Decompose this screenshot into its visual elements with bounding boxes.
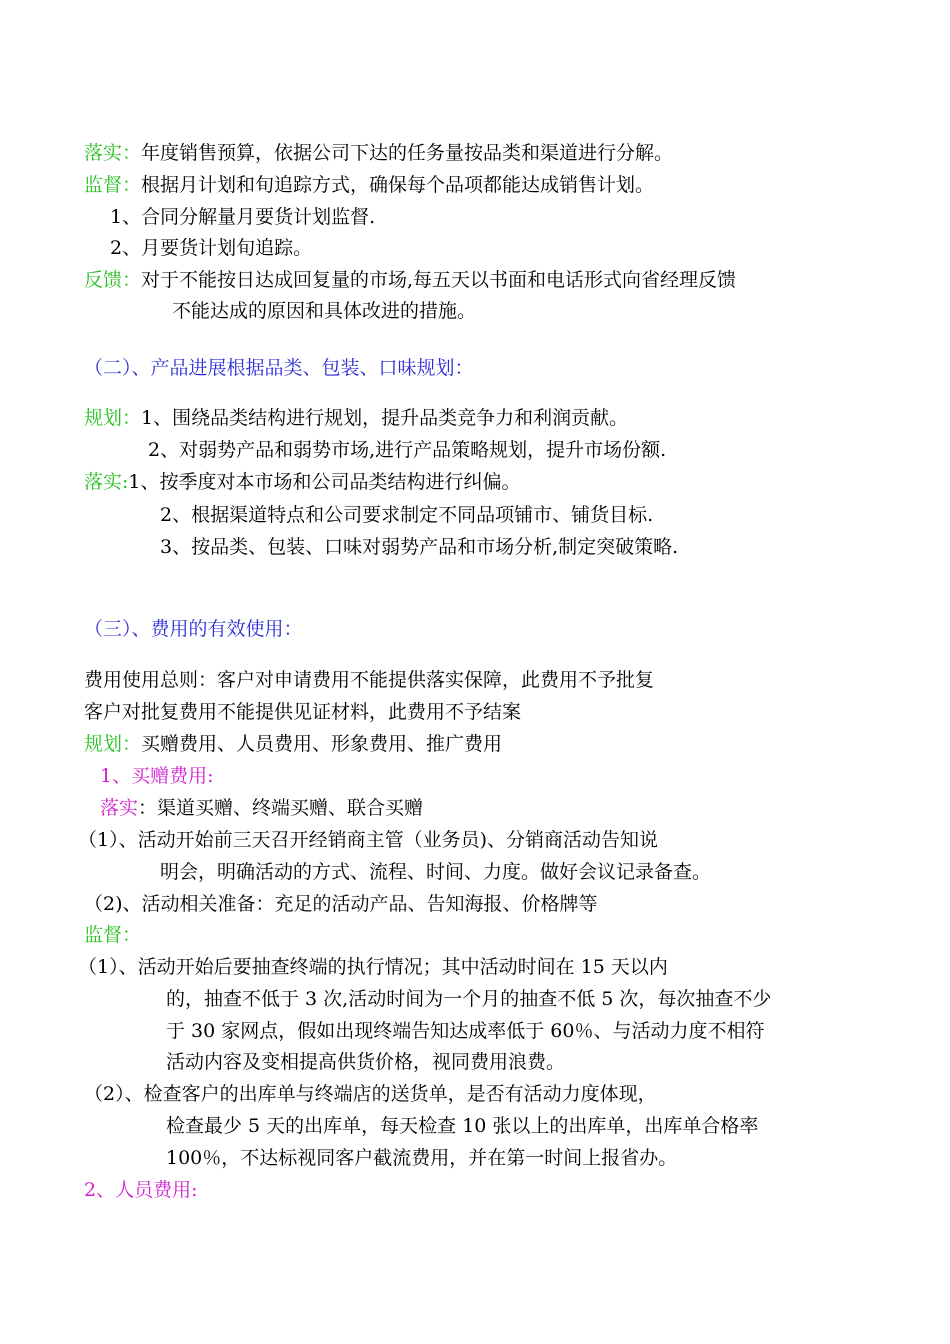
jiandu-3-item-2-a: （2）、检查客户的出库单与终端店的送货单，是否有活动力度体现， xyxy=(84,1083,657,1105)
guihua-label: 规划： xyxy=(84,407,142,429)
luoshi-text: 年度销售预算，依据公司下达的任务量按品类和渠道进行分解。 xyxy=(141,142,674,164)
principle-line-2: 客户对批复费用不能提供见证材料，此费用不予结案 xyxy=(84,701,522,723)
jiandu-3-item-2-b: 检查最少 5 天的出库单，每天检查 10 张以上的出库单，出库单合格率 xyxy=(166,1115,759,1137)
guihua-line xyxy=(84,406,628,430)
luoshi-2-item-2: 2、根据渠道特点和公司要求制定不同品项铺市、铺货目标. xyxy=(160,504,654,526)
luoshi-2-line xyxy=(84,470,521,494)
jiandu-3-item-1-b: 的，抽查不低于 3 次,活动时间为一个月的抽查不低 5 次，每次抽查不少 xyxy=(166,988,772,1010)
section-2-heading: （二）、产品进展根据品类、包装、口味规划： xyxy=(84,357,474,379)
sub-1-luoshi-label: 落实 xyxy=(100,797,139,819)
guihua-3-line xyxy=(84,732,502,756)
fankui-text-2: 不能达成的原因和具体改进的措施。 xyxy=(172,300,477,322)
jiandu-text: 根据月计划和旬追踪方式，确保每个品项都能达成销售计划。 xyxy=(141,174,655,196)
sub-1-luoshi-text: ：渠道买赠、终端买赠、联合买赠 xyxy=(138,797,424,819)
sub-1-luoshi-line xyxy=(100,796,423,820)
jiandu-label: 监督： xyxy=(84,174,142,196)
sub-2-heading: 2、人员费用: xyxy=(84,1179,198,1201)
luoshi-2-label: 落实: xyxy=(84,471,129,493)
sub-1-heading: 1、买赠费用: xyxy=(100,765,214,787)
fankui-line xyxy=(84,268,736,292)
guihua-3-text: 买赠费用、人员费用、形象费用、推广费用 xyxy=(141,733,503,755)
luoshi-2-item-3: 3、按品类、包装、口味对弱势产品和市场分析,制定突破策略. xyxy=(160,536,679,558)
guihua-item-2: 2、对弱势产品和弱势市场,进行产品策略规划，提升市场份额. xyxy=(148,439,667,461)
luoshi-2-item-1: 1、按季度对本市场和公司品类结构进行纠偏。 xyxy=(128,471,521,493)
principle-line-1: 费用使用总则：客户对申请费用不能提供落实保障，此费用不予批复 xyxy=(84,669,655,691)
luoshi-line xyxy=(84,141,673,165)
jiandu-3-label: 监督： xyxy=(84,924,142,946)
jiandu-3-item-1-d: 活动内容及变相提高供货价格，视同费用浪费。 xyxy=(166,1051,566,1073)
jiandu-3-item-1-c: 于 30 家网点，假如出现终端告知达成率低于 60％、与活动力度不相符 xyxy=(166,1020,765,1042)
guihua-item-1: 1、围绕品类结构进行规划，提升品类竞争力和利润贡献。 xyxy=(141,407,629,429)
jiandu-item-1: 1、合同分解量月要货计划监督. xyxy=(110,206,376,228)
jiandu-3-item-2-c: 100％，不达标视同客户截流费用，并在第一时间上报省办。 xyxy=(166,1147,678,1169)
sub-1-item-1-a: （1）、活动开始前三天召开经销商主管（业务员)、分销商活动告知说 xyxy=(78,829,659,851)
fankui-text-1: 对于不能按日达成回复量的市场,每五天以书面和电话形式向省经理反馈 xyxy=(141,269,737,291)
jiandu-item-2: 2、月要货计划旬追踪。 xyxy=(110,237,313,259)
sub-1-item-2: （2)、活动相关准备：充足的活动产品、告知海报、价格牌等 xyxy=(84,893,598,915)
guihua-3-label: 规划： xyxy=(84,733,142,755)
luoshi-label: 落实： xyxy=(84,142,142,164)
fankui-label: 反馈： xyxy=(84,269,142,291)
sub-1-item-1-b: 明会，明确活动的方式、流程、时间、力度。做好会议记录备查。 xyxy=(160,861,712,883)
jiandu-3-item-1-a: （1）、活动开始后要抽查终端的执行情况；其中活动时间在 15 天以内 xyxy=(78,956,668,978)
section-3-heading: （三）、费用的有效使用： xyxy=(84,618,303,640)
jiandu-line xyxy=(84,173,654,197)
